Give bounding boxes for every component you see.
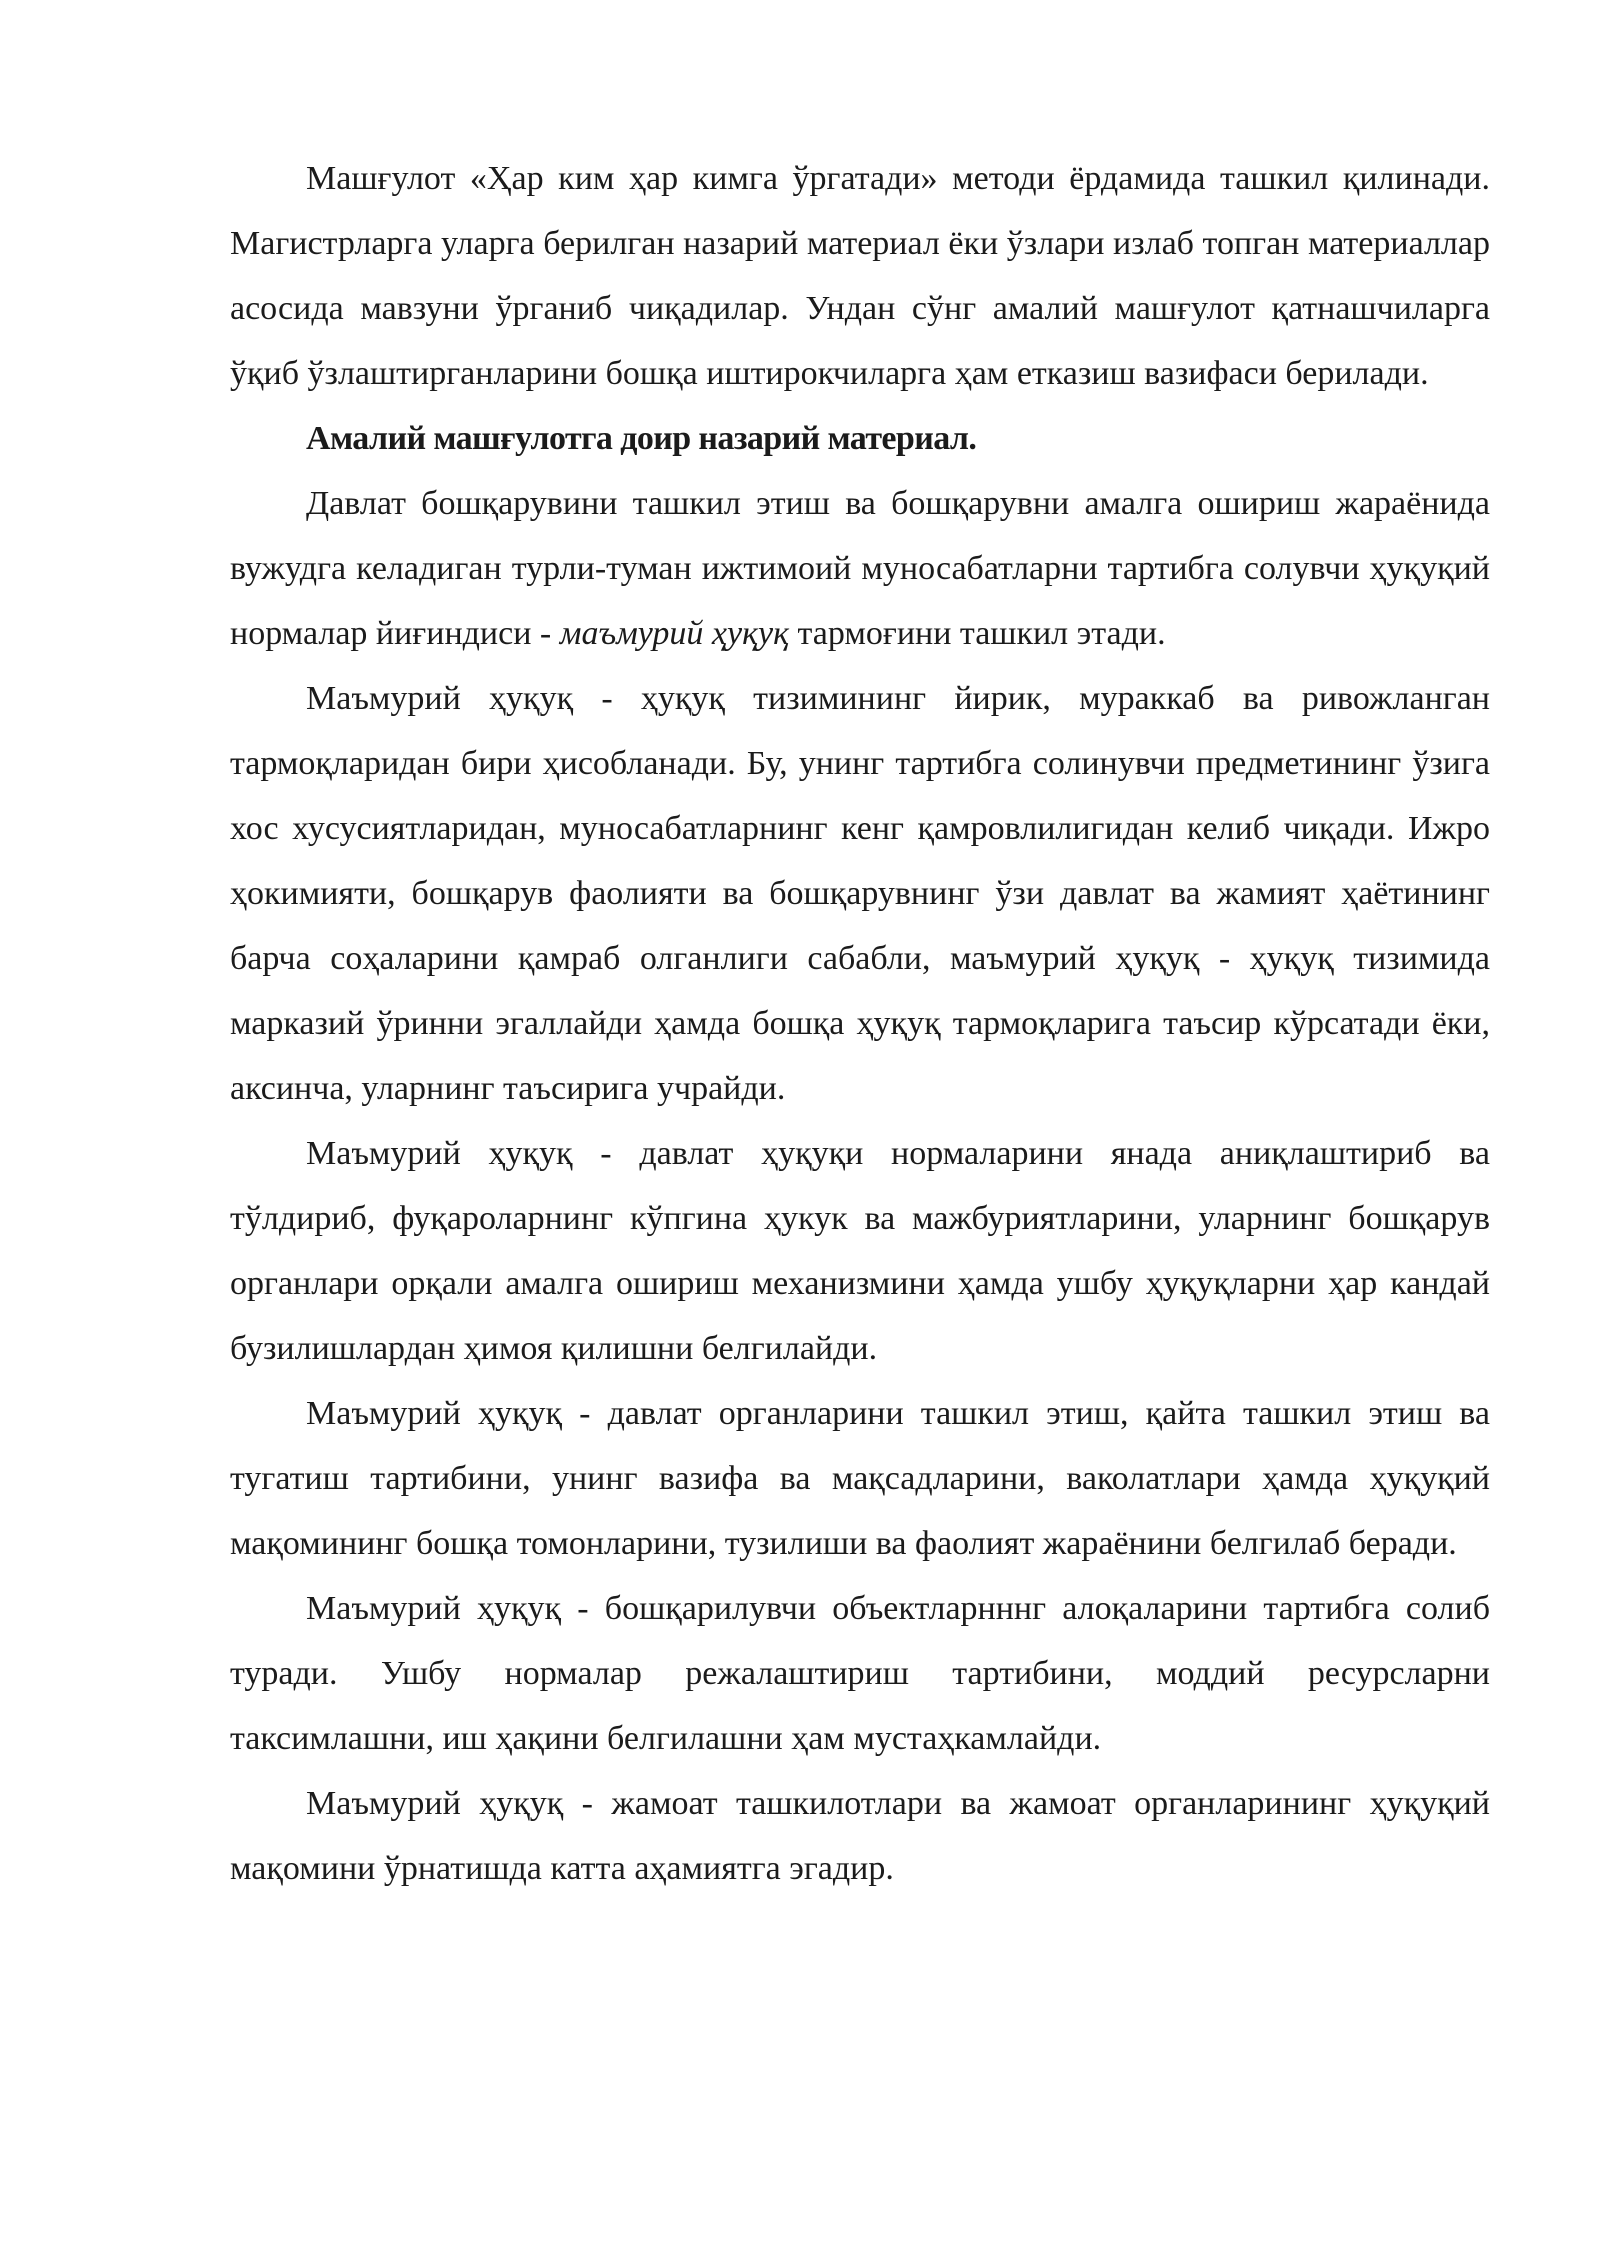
paragraph-text-after: тармоғини ташкил этади.: [789, 615, 1166, 652]
paragraph-public-organizations: Маъмурий ҳуқуқ - жамоат ташкилотлари ва жамоат органларининг ҳуқуқий мақомини ўрнатишда катта аҳамиятга эгадир.: [230, 1785, 1490, 1887]
paragraph-definition: [230, 471, 1490, 666]
emphasis-term: маъмурий ҳуқуқ: [559, 615, 790, 652]
paragraph-text-before: Давлат бошқарувини ташкил этиш ва бошқарувни амалга ошириш жараёнида вужудга келадиган турли-туман ижтимоий муносабатларни тартибга солувчи ҳуқуқий нормалар йиғиндиси -: [230, 485, 1490, 652]
paragraph-state-bodies: Маъмурий ҳуқуқ - давлат органларини ташкил этиш, қайта ташкил этиш ва тугатиш тартибини, унинг вазифа ва мақсадларини, ваколатлари ҳамда ҳуқуқий мақомининг бошқа томонларини, тузилиши ва фаолият жараёнини белгилаб беради.: [230, 1395, 1490, 1562]
section-heading: Амалий машғулотга доир назарий материал.: [306, 420, 977, 457]
paragraph-state-law: Маъмурий ҳуқуқ - давлат ҳуқуқи нормаларини янада аниқлаштириб ва тўлдириб, фуқароларнинг кўпгина ҳукук ва мажбуриятларини, уларнинг бошқарув органлари орқали амалга ошириш механизмини ҳамда ушбу ҳуқуқларни ҳар кандай бузилишлардан ҳимоя қилишни белгилайди.: [230, 1135, 1490, 1367]
document-page: [230, 146, 1490, 1901]
paragraph-intro: Машғулот «Ҳар ким ҳар кимга ўргатади» методи ёрдамида ташкил қилинади. Магистрларга уларга берилган назарий материал ёки ўзлари излаб топган материаллар асосида мавзуни ўрганиб чиқадилар. Ундан сўнг амалий машғулот қатнашчиларга ўқиб ўзлаштирганларини бошқа иштирокчиларга ҳам етказиш вазифаси берилади.: [230, 160, 1490, 392]
paragraph-managed-objects: Маъмурий ҳуқуқ - бошқарилувчи объектларнннг алоқаларини тартибга солиб туради. Ушбу нормалар режалаштириш тартибини, моддий ресурсларни таксимлашни, иш ҳақини белгилашни ҳам мустаҳкамлайди.: [230, 1590, 1490, 1757]
paragraph-branch: Маъмурий ҳуқуқ - ҳуқуқ тизимининг йирик, мураккаб ва ривожланган тармоқларидан бири ҳисобланади. Бу, унинг тартибга солинувчи предметининг ўзига хос хусусиятларидан, муносабатларнинг кенг қамровлилигидан келиб чиқади. Ижро ҳокимияти, бошқарув фаолияти ва бошқарувнинг ўзи давлат ва жамият ҳаётининг барча соҳаларини қамраб олганлиги сабабли, маъмурий ҳуқуқ - ҳуқуқ тизимида марказий ўринни эгаллайди ҳамда бошқа ҳуқуқ тармоқларига таъсир кўрсатади ёки, аксинча, уларнинг таъсирига учрайди.: [230, 680, 1490, 1107]
